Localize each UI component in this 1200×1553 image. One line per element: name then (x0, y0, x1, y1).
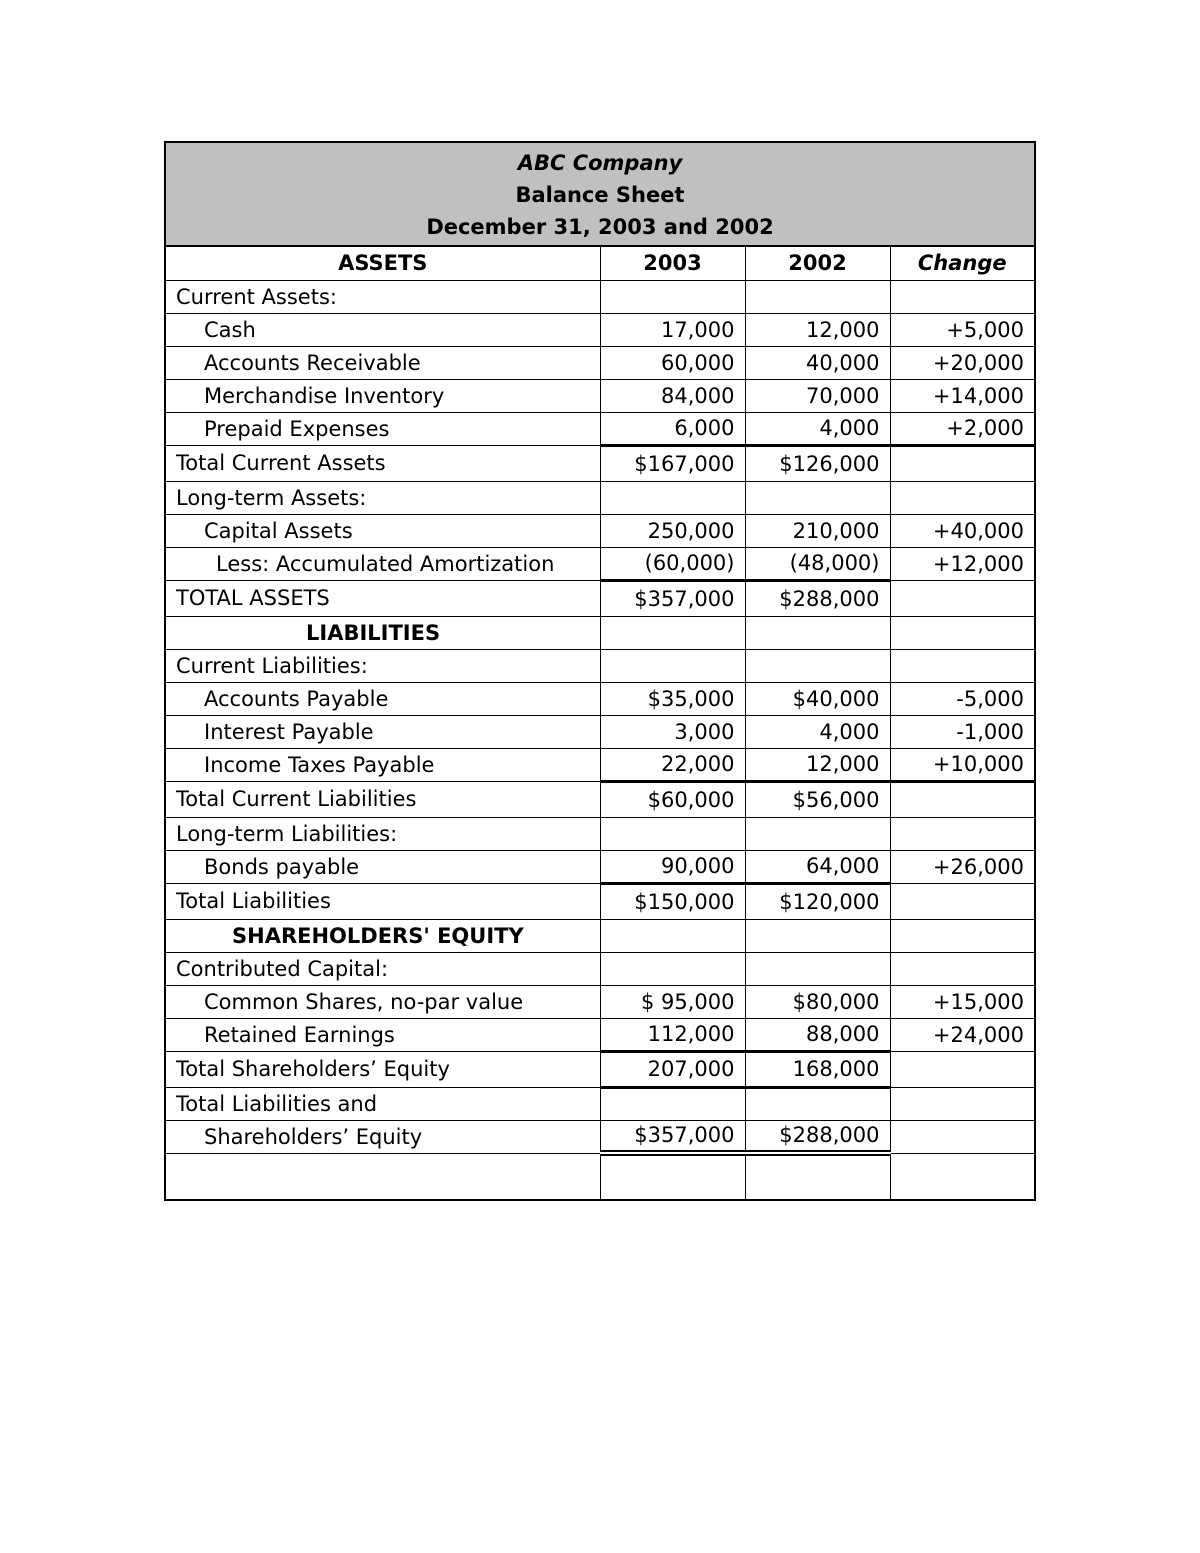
value-2002: 12,000 (745, 748, 890, 781)
row-label: Interest Payable (166, 715, 600, 748)
row-label: Total Current Liabilities (166, 781, 600, 817)
row-label: Current Assets: (166, 280, 600, 313)
value-change: +24,000 (890, 1018, 1034, 1051)
value-change: +14,000 (890, 379, 1034, 412)
table-row-empty (166, 1153, 1034, 1199)
value-2003: 60,000 (600, 346, 745, 379)
table-row (166, 682, 1034, 715)
table-row (166, 748, 1034, 781)
value-2002: $126,000 (745, 445, 890, 481)
balance-sheet-table (166, 247, 1034, 1199)
column-header-row (166, 247, 1034, 280)
value-change: +26,000 (890, 850, 1034, 883)
value-change: -5,000 (890, 682, 1034, 715)
section-heading-row (166, 616, 1034, 649)
value-2003: 84,000 (600, 379, 745, 412)
value-2003: 22,000 (600, 748, 745, 781)
table-row-grand-total (166, 1120, 1034, 1153)
value-2002: 12,000 (745, 313, 890, 346)
table-row (166, 481, 1034, 514)
table-row (166, 547, 1034, 580)
row-label: Total Shareholders’ Equity (166, 1051, 600, 1087)
value-2002: $40,000 (745, 682, 890, 715)
value-2002: $120,000 (745, 883, 890, 919)
value-2002: 88,000 (745, 1018, 890, 1051)
section-heading-liabilities: LIABILITIES (166, 616, 600, 649)
table-row-total (166, 883, 1034, 919)
table-row (166, 346, 1034, 379)
column-header-2003: 2003 (600, 247, 745, 280)
value-change: -1,000 (890, 715, 1034, 748)
value-2002: $288,000 (745, 1120, 890, 1153)
balance-sheet (164, 141, 1036, 1201)
value-2003: $167,000 (600, 445, 745, 481)
value-2003: $ 95,000 (600, 985, 745, 1018)
row-label: Long-term Liabilities: (166, 817, 600, 850)
row-label: Total Liabilities and (166, 1087, 600, 1120)
row-label: Cash (166, 313, 600, 346)
table-row (166, 313, 1034, 346)
column-header-assets: ASSETS (166, 247, 600, 280)
value-change: +5,000 (890, 313, 1034, 346)
section-heading-equity: SHAREHOLDERS' EQUITY (166, 919, 600, 952)
table-row-total (166, 1051, 1034, 1087)
table-row-total (166, 445, 1034, 481)
table-row (166, 649, 1034, 682)
table-row (166, 412, 1034, 445)
row-label: Less: Accumulated Amortization (166, 547, 600, 580)
row-label: Accounts Payable (166, 682, 600, 715)
table-row (166, 379, 1034, 412)
value-change: +20,000 (890, 346, 1034, 379)
row-label: Contributed Capital: (166, 952, 600, 985)
value-2002: $288,000 (745, 580, 890, 616)
row-label: Current Liabilities: (166, 649, 600, 682)
table-row (166, 985, 1034, 1018)
value-2002: $56,000 (745, 781, 890, 817)
statement-title: Balance Sheet (515, 183, 685, 207)
value-2003: $150,000 (600, 883, 745, 919)
value-2002: 40,000 (745, 346, 890, 379)
table-row-total (166, 580, 1034, 616)
row-label: Shareholders’ Equity (166, 1120, 600, 1153)
value-change: +10,000 (890, 748, 1034, 781)
value-change: +40,000 (890, 514, 1034, 547)
value-2002: $80,000 (745, 985, 890, 1018)
table-row (166, 715, 1034, 748)
value-2003: 250,000 (600, 514, 745, 547)
row-label: Bonds payable (166, 850, 600, 883)
table-row-total (166, 781, 1034, 817)
value-2002: 64,000 (745, 850, 890, 883)
title-block (166, 143, 1034, 247)
row-label: Total Liabilities (166, 883, 600, 919)
section-heading-row (166, 919, 1034, 952)
value-2003: $357,000 (600, 1120, 745, 1153)
table-row (166, 1087, 1034, 1120)
table-row (166, 850, 1034, 883)
row-label: Income Taxes Payable (166, 748, 600, 781)
value-2002: 4,000 (745, 412, 890, 445)
value-2003: 90,000 (600, 850, 745, 883)
value-2003: 112,000 (600, 1018, 745, 1051)
value-change: +15,000 (890, 985, 1034, 1018)
row-label: Retained Earnings (166, 1018, 600, 1051)
value-2003: $357,000 (600, 580, 745, 616)
statement-period: December 31, 2003 and 2002 (426, 215, 774, 239)
value-2003: 6,000 (600, 412, 745, 445)
table-row (166, 280, 1034, 313)
row-label: Prepaid Expenses (166, 412, 600, 445)
table-row (166, 952, 1034, 985)
row-label: Common Shares, no-par value (166, 985, 600, 1018)
row-label: Capital Assets (166, 514, 600, 547)
row-label: Long-term Assets: (166, 481, 600, 514)
company-name: ABC Company (517, 151, 683, 175)
value-2002: (48,000) (745, 547, 890, 580)
column-header-2002: 2002 (745, 247, 890, 280)
value-2002: 4,000 (745, 715, 890, 748)
value-2002: 70,000 (745, 379, 890, 412)
value-2003: $35,000 (600, 682, 745, 715)
value-2003: 3,000 (600, 715, 745, 748)
table-row (166, 1018, 1034, 1051)
column-header-change: Change (890, 247, 1034, 280)
value-change: +12,000 (890, 547, 1034, 580)
value-2003: 17,000 (600, 313, 745, 346)
value-2003: $60,000 (600, 781, 745, 817)
row-label: TOTAL ASSETS (166, 580, 600, 616)
row-label: Total Current Assets (166, 445, 600, 481)
table-row (166, 817, 1034, 850)
value-2003: 207,000 (600, 1051, 745, 1087)
row-label: Merchandise Inventory (166, 379, 600, 412)
table-row (166, 514, 1034, 547)
value-2003: (60,000) (600, 547, 745, 580)
row-label: Accounts Receivable (166, 346, 600, 379)
value-2002: 168,000 (745, 1051, 890, 1087)
value-2002: 210,000 (745, 514, 890, 547)
value-change: +2,000 (890, 412, 1034, 445)
